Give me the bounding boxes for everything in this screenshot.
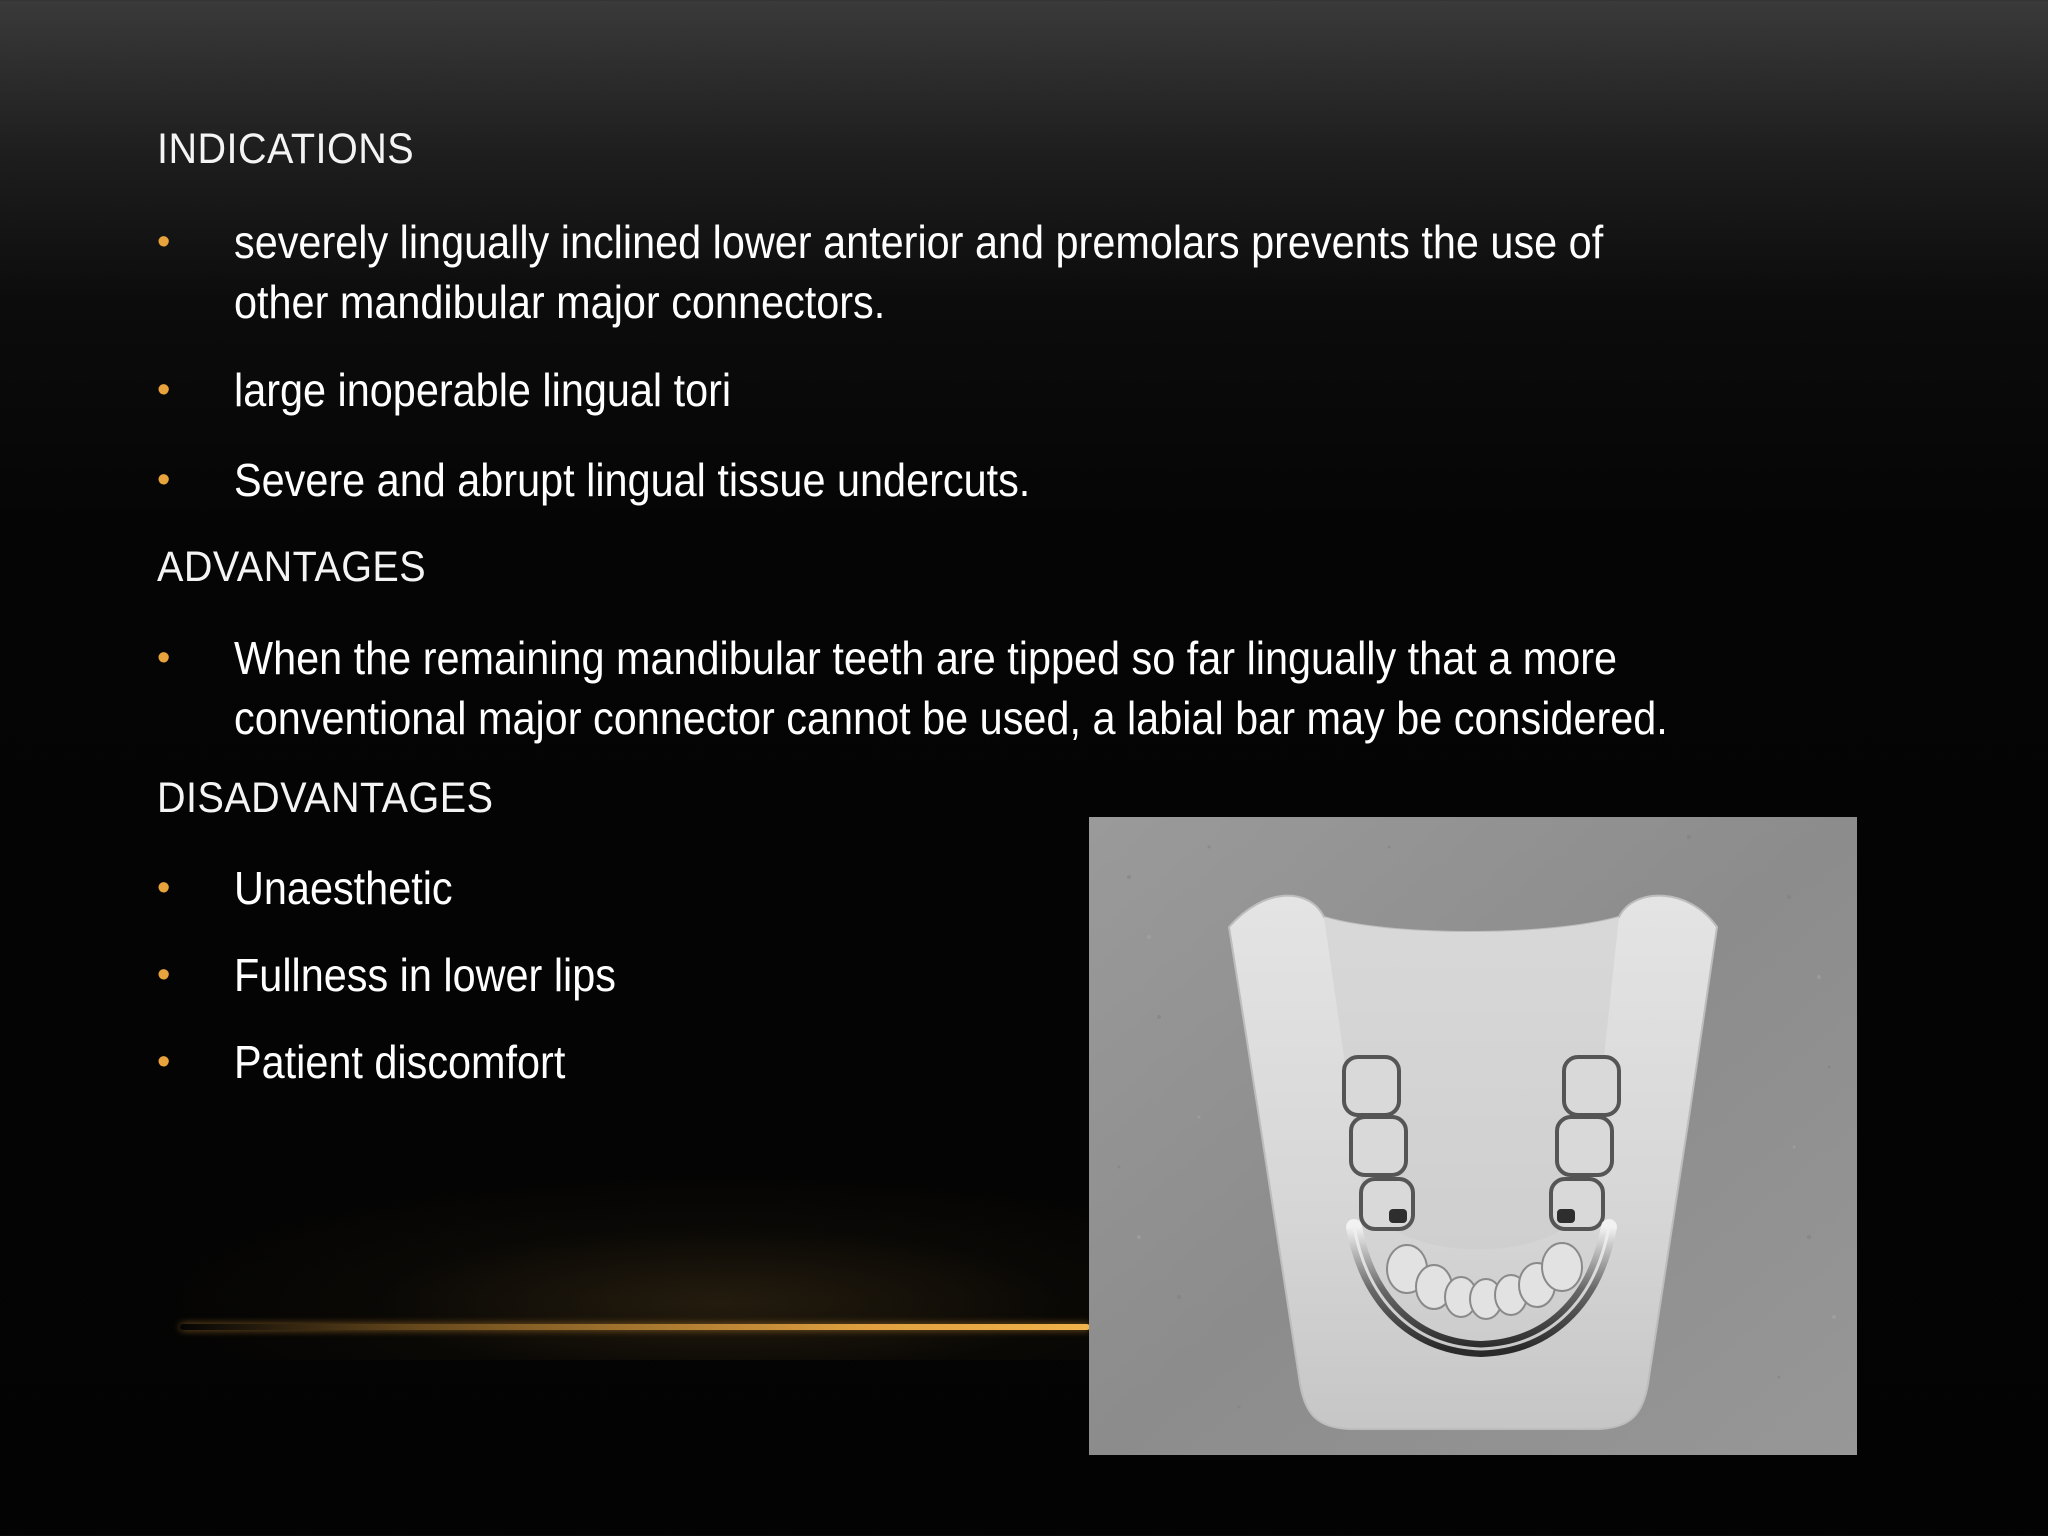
gold-glow-decoration — [120, 1170, 1120, 1360]
list-item — [157, 450, 2048, 510]
bullet-icon: • — [157, 954, 171, 996]
indications-heading: INDICATIONS — [157, 125, 415, 173]
list-item — [157, 858, 1034, 918]
list-item-text: large inoperable lingual tori — [234, 364, 732, 416]
list-item-text: severely lingually inclined lower anterior and premolars prevents the use of other mandibular major connectors. — [234, 216, 1604, 328]
list-item-text: Severe and abrupt lingual tissue undercuts. — [234, 454, 1031, 506]
disadvantages-heading: DISADVANTAGES — [157, 774, 494, 822]
dental-cast-photo — [1089, 817, 1857, 1455]
list-item — [157, 212, 1854, 332]
bullet-icon: • — [157, 637, 171, 679]
list-item — [157, 628, 1934, 748]
bullet-icon: • — [157, 369, 171, 411]
list-item — [157, 360, 2048, 420]
list-item-text: When the remaining mandibular teeth are tipped so far lingually that a more conventional major connector cannot be used, a labial bar may be considered. — [234, 632, 1668, 744]
list-item-text: Fullness in lower lips — [234, 949, 616, 1001]
list-item-text: Patient discomfort — [234, 1036, 566, 1088]
bullet-icon: • — [157, 459, 171, 501]
bullet-icon: • — [157, 1041, 171, 1083]
list-item — [157, 1032, 1034, 1092]
bullet-icon: • — [157, 221, 171, 263]
list-item-text: Unaesthetic — [234, 862, 453, 914]
gold-line-decoration — [180, 1324, 1090, 1330]
advantages-heading: ADVANTAGES — [157, 543, 427, 591]
bullet-icon: • — [157, 867, 171, 909]
list-item — [157, 945, 1034, 1005]
